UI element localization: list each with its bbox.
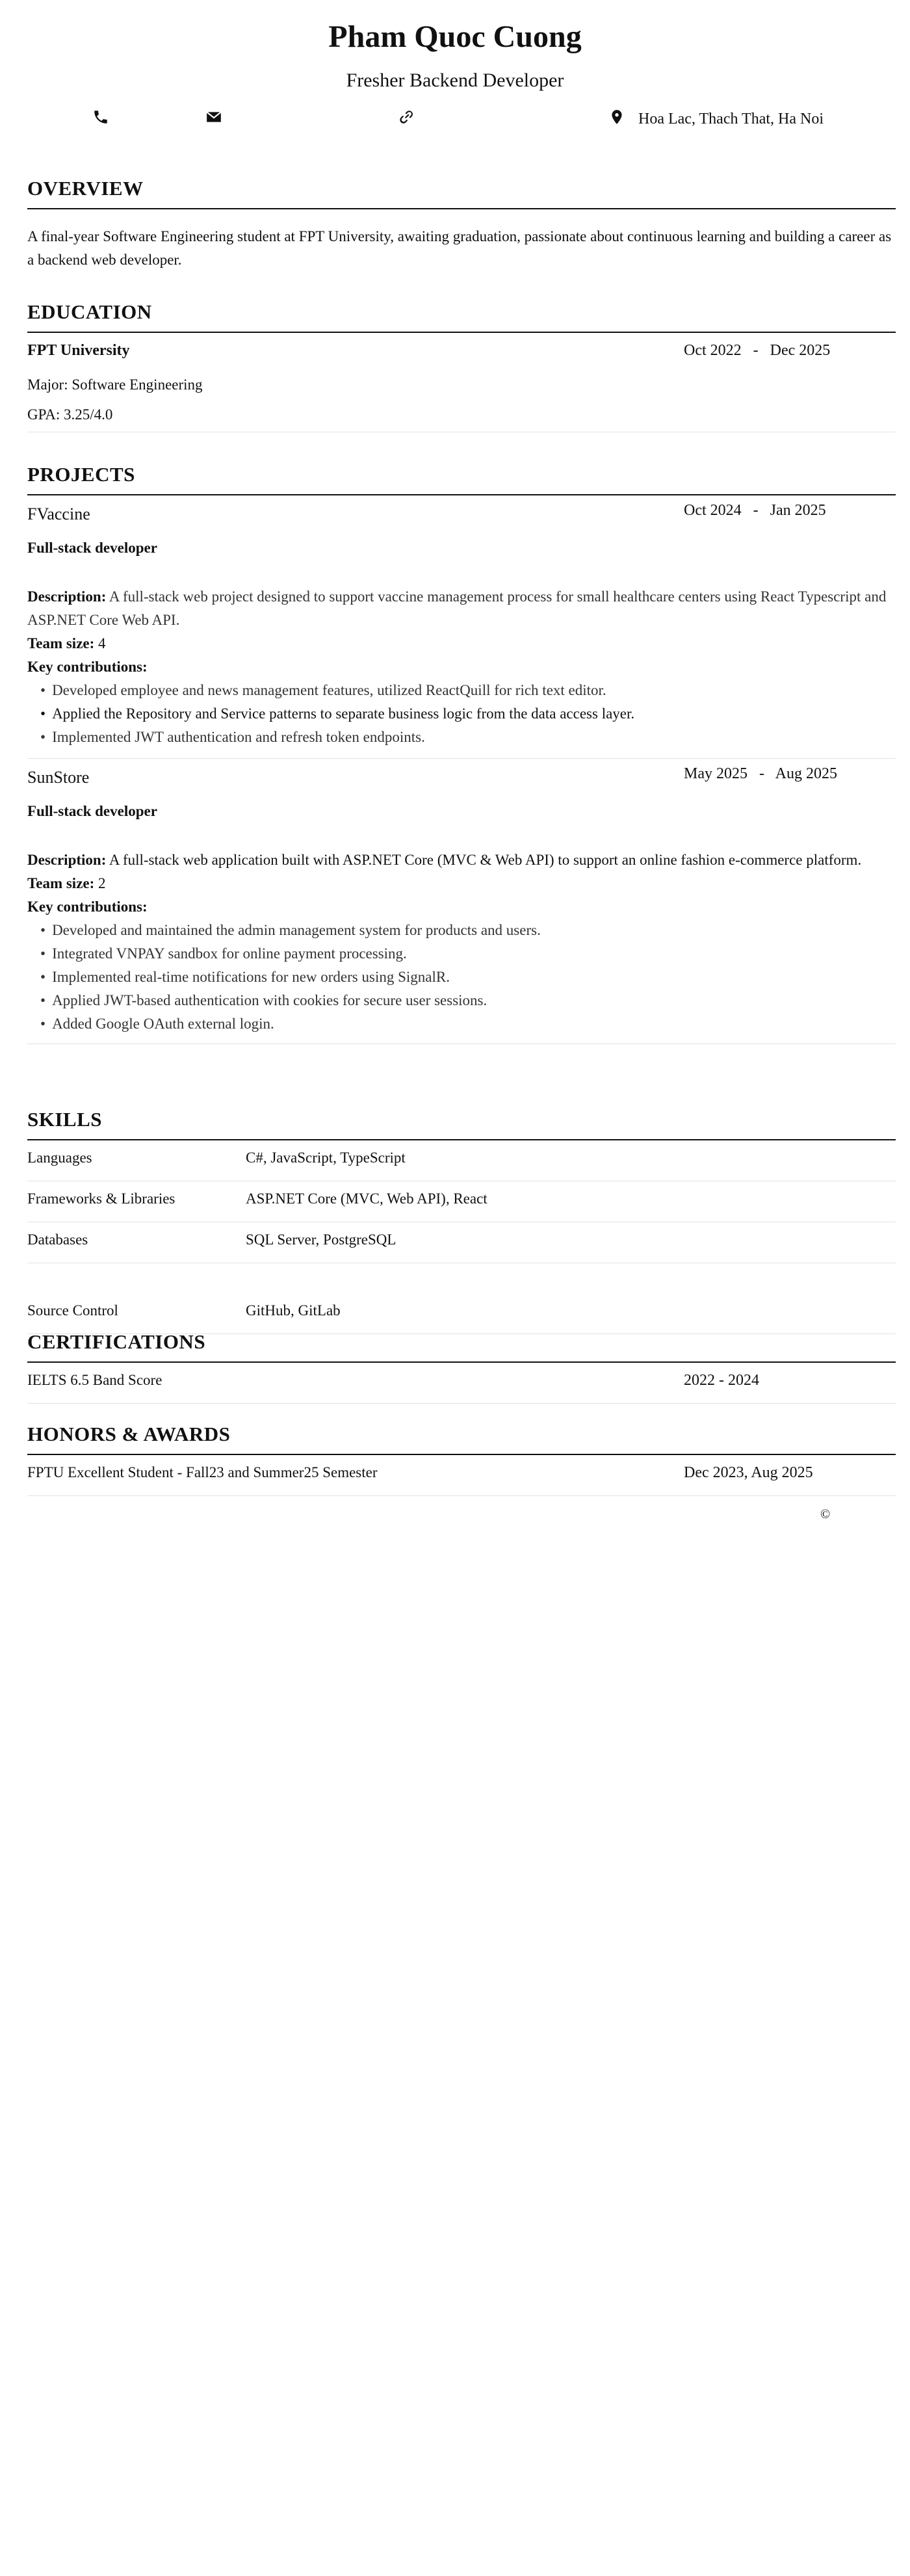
project-role: Full-stack developer — [27, 540, 157, 556]
certifications-section — [27, 1329, 896, 1404]
project-description — [27, 585, 896, 632]
project-name: SunStore — [27, 768, 90, 787]
project-item — [27, 759, 896, 1044]
list-item: • Implemented real-time notifications for new orders using SignalR. — [40, 966, 896, 989]
project-role: Full-stack developer — [27, 803, 157, 819]
skill-value: SQL Server, PostgreSQL — [246, 1231, 396, 1248]
phone-icon[interactable] — [92, 109, 109, 130]
candidate-name: Pham Quoc Cuong — [328, 20, 582, 54]
education-entry — [27, 333, 896, 432]
certifications-heading: CERTIFICATIONS — [27, 1329, 896, 1363]
project-name: FVaccine — [27, 505, 90, 523]
list-item: • Implemented JWT authentication and refresh token endpoints. — [40, 726, 896, 749]
list-item: • Developed and maintained the admin management system for products and users. — [40, 919, 896, 942]
education-date: Oct 2022 - Dec 2025 — [684, 342, 831, 359]
skill-value: C#, JavaScript, TypeScript — [246, 1150, 406, 1166]
location-pin-icon — [608, 109, 625, 130]
list-item: • Applied the Repository and Service patterns to separate business logic from the data access layer. — [40, 702, 896, 726]
honors-section — [27, 1421, 896, 1496]
key-contributions-label: Key contributions: — [27, 659, 148, 675]
team-size-label: Team size: — [27, 875, 95, 891]
skill-row — [27, 1140, 896, 1181]
certification-date: 2022 - 2024 — [684, 1372, 759, 1389]
education-section — [27, 299, 896, 432]
list-item: • Added Google OAuth external login. — [40, 1012, 896, 1036]
education-gpa: GPA: 3.25/4.0 — [27, 406, 113, 423]
school-name: FPT University — [27, 342, 130, 359]
project-item — [27, 495, 896, 759]
overview-section — [27, 176, 896, 272]
certification-row — [27, 1363, 896, 1404]
skill-label: Source Control — [27, 1302, 118, 1319]
project-date: Oct 2024 - Jan 2025 — [684, 502, 826, 519]
envelope-icon[interactable] — [205, 109, 222, 130]
skill-value: ASP.NET Core (MVC, Web API), React — [246, 1190, 488, 1207]
description-text: A full-stack web project designed to support vaccine management process for small healthcare centers using React Typescript and ASP.NET Core Web API. — [27, 588, 887, 628]
honor-name: FPTU Excellent Student - Fall23 and Summer25 Semester — [27, 1464, 378, 1480]
contributions-list — [27, 679, 896, 749]
overview-text: A final-year Software Engineering student at FPT University, awaiting graduation, passionate about continuous learning and building a career as a backend web developer. — [27, 228, 892, 268]
skills-section — [27, 1107, 896, 1334]
projects-section — [27, 462, 896, 1044]
education-heading: EDUCATION — [27, 299, 896, 333]
project-team-size — [27, 872, 896, 895]
skill-row — [27, 1222, 896, 1263]
list-item: • Applied JWT-based authentication with cookies for secure user sessions. — [40, 989, 896, 1012]
link-icon[interactable] — [398, 109, 415, 130]
list-item: • Developed employee and news management features, utilized ReactQuill for rich text editor. — [40, 679, 896, 702]
copyright-mark: © — [820, 1507, 831, 1521]
honor-date: Dec 2023, Aug 2025 — [684, 1464, 813, 1481]
contact-email[interactable] — [205, 103, 222, 135]
skill-label: Databases — [27, 1231, 88, 1248]
contact-phone[interactable] — [92, 103, 109, 135]
team-size-value: 2 — [98, 875, 106, 891]
skill-value: GitHub, GitLab — [246, 1302, 341, 1319]
skill-row — [27, 1181, 896, 1222]
projects-heading: PROJECTS — [27, 462, 896, 495]
education-major: Major: Software Engineering — [27, 376, 203, 393]
contact-location — [608, 103, 824, 135]
location-text: Hoa Lac, Thach That, Ha Noi — [638, 110, 824, 127]
key-contributions-label: Key contributions: — [27, 899, 148, 915]
skill-row — [27, 1263, 896, 1334]
description-label: Description: — [27, 588, 107, 605]
list-item: • Integrated VNPAY sandbox for online payment processing. — [40, 942, 896, 966]
skills-heading: SKILLS — [27, 1107, 896, 1140]
honors-heading: HONORS & AWARDS — [27, 1421, 896, 1455]
description-label: Description: — [27, 852, 107, 868]
project-team-size — [27, 632, 896, 655]
candidate-title: Fresher Backend Developer — [346, 70, 564, 91]
contributions-list — [27, 919, 896, 1036]
skill-label: Languages — [27, 1150, 92, 1166]
contact-bar — [0, 103, 910, 135]
certification-name: IELTS 6.5 Band Score — [27, 1372, 162, 1388]
description-text: A full-stack web application built with ASP.NET Core (MVC & Web API) to support an online fashion e-commerce platform. — [109, 852, 862, 868]
contact-link[interactable] — [398, 103, 415, 135]
team-size-label: Team size: — [27, 635, 95, 651]
project-description — [27, 848, 896, 872]
skill-label: Frameworks & Libraries — [27, 1190, 176, 1207]
project-date: May 2025 - Aug 2025 — [684, 765, 837, 782]
team-size-value: 4 — [98, 635, 106, 651]
resume-header — [0, 0, 910, 135]
honor-row — [27, 1455, 896, 1496]
overview-heading: OVERVIEW — [27, 176, 896, 209]
